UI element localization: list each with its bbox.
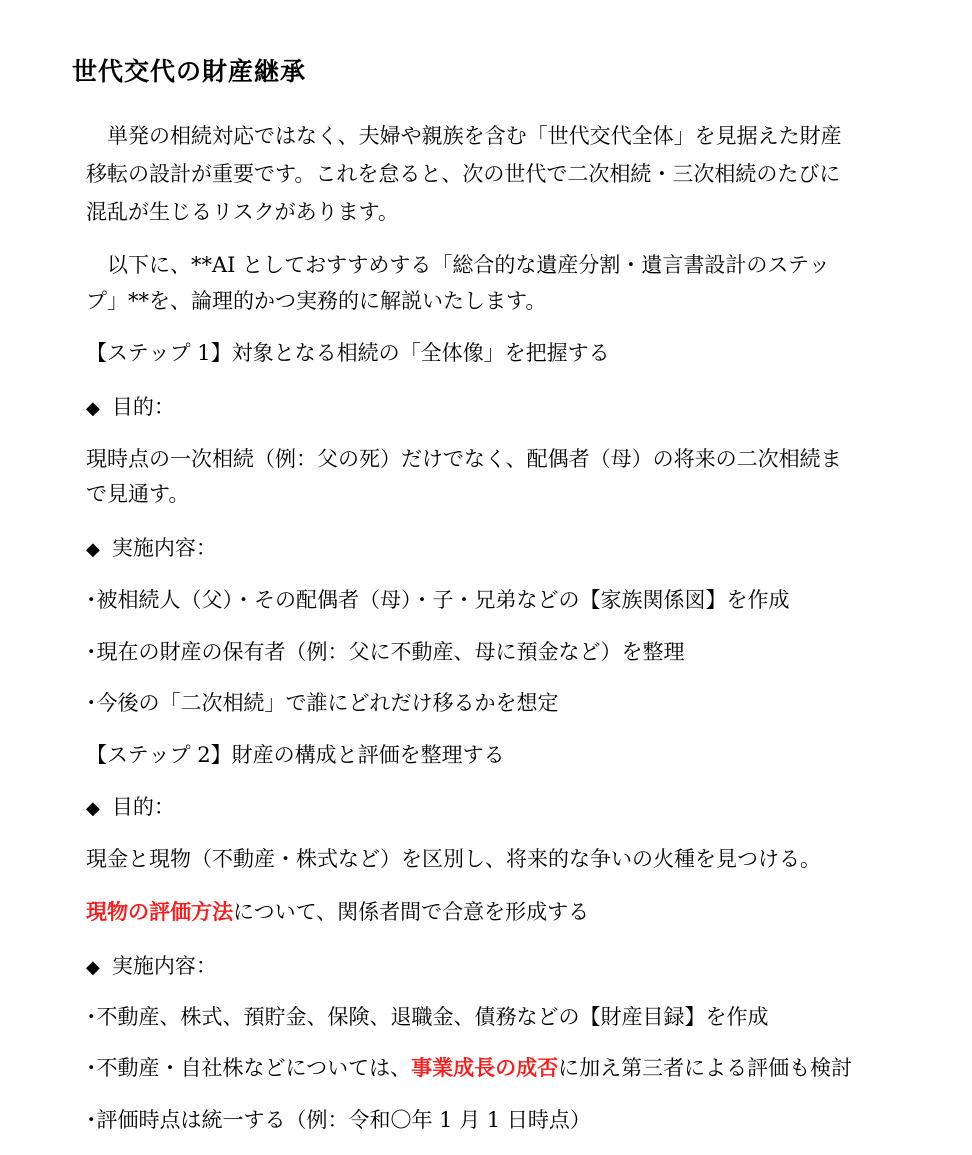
consensus-text: について、関係者間で合意を形成する (233, 900, 590, 924)
step1-purpose-label (86, 392, 175, 424)
document-title: 世代交代の財産継承 (72, 57, 307, 86)
step1-purpose-line-1: 現時点の一次相続（例：父の死）だけでなく、配偶者（母）の将来の二次相続ま (86, 447, 842, 471)
step2-purpose-label (86, 792, 175, 824)
step2-action-2 (86, 1053, 852, 1083)
action-text: ･不動産・自社株などについては、 (86, 1056, 412, 1080)
intro-line-2: 移転の設計が重要です。これを怠ると、次の世代で二次相続・三次相続のたびに (86, 162, 841, 186)
purpose-label: 目的： (111, 395, 175, 419)
intro2-line-1: 以下に、**AI としておすすめする「総合的な遺産分割・遺言書設計のステッ (107, 253, 830, 277)
step2-action-3: ･評価時点は統一する（例：令和〇年 1 月 1 日時点） (86, 1108, 591, 1132)
step1-heading: 【ステップ 1】対象となる相続の「全体像」を把握する (86, 341, 610, 365)
purpose-label: 目的： (111, 795, 175, 819)
action-text: に加え第三者による評価も検討 (558, 1056, 853, 1080)
step2-purpose-text: 現金と現物（不動産・株式など）を区別し、将来的な争いの火種を見つける。 (86, 847, 821, 871)
step2-heading: 【ステップ 2】財産の構成と評価を整理する (86, 743, 505, 767)
intro-line-1: 単発の相続対応ではなく、夫婦や親族を含む「世代交代全体」を見据えた財産 (107, 124, 842, 148)
step1-actions-label (86, 533, 217, 565)
diamond-bullet-icon: ◆ (86, 798, 100, 819)
highlight-text: 現物の評価方法 (86, 899, 233, 924)
step1-action-3: ･今後の「二次相続」で誰にどれだけ移るかを想定 (86, 691, 559, 715)
diamond-bullet-icon: ◆ (86, 398, 100, 419)
step1-purpose-line-2: で見通す。 (86, 482, 190, 506)
highlight-text: 事業成長の成否 (411, 1055, 559, 1080)
intro2-line-2: プ」**を、論理的かつ実務的に解説いたします。 (86, 289, 547, 313)
actions-label: 実施内容： (111, 536, 217, 560)
step2-actions-label (86, 951, 217, 983)
diamond-bullet-icon: ◆ (86, 539, 100, 560)
step1-action-1: ･被相続人（父）・その配偶者（母）・子・兄弟などの【家族関係図】を作成 (86, 588, 790, 612)
diamond-bullet-icon: ◆ (86, 957, 100, 978)
step2-consensus-line (86, 897, 589, 927)
step2-action-1: ･不動産、株式、預貯金、保険、退職金、債務などの【財産目録】を作成 (86, 1005, 769, 1029)
step1-action-2: ･現在の財産の保有者（例：父に不動産、母に預金など）を整理 (86, 640, 685, 664)
intro-line-3: 混乱が生じるリスクがあります。 (86, 200, 399, 224)
actions-label: 実施内容： (111, 954, 217, 978)
